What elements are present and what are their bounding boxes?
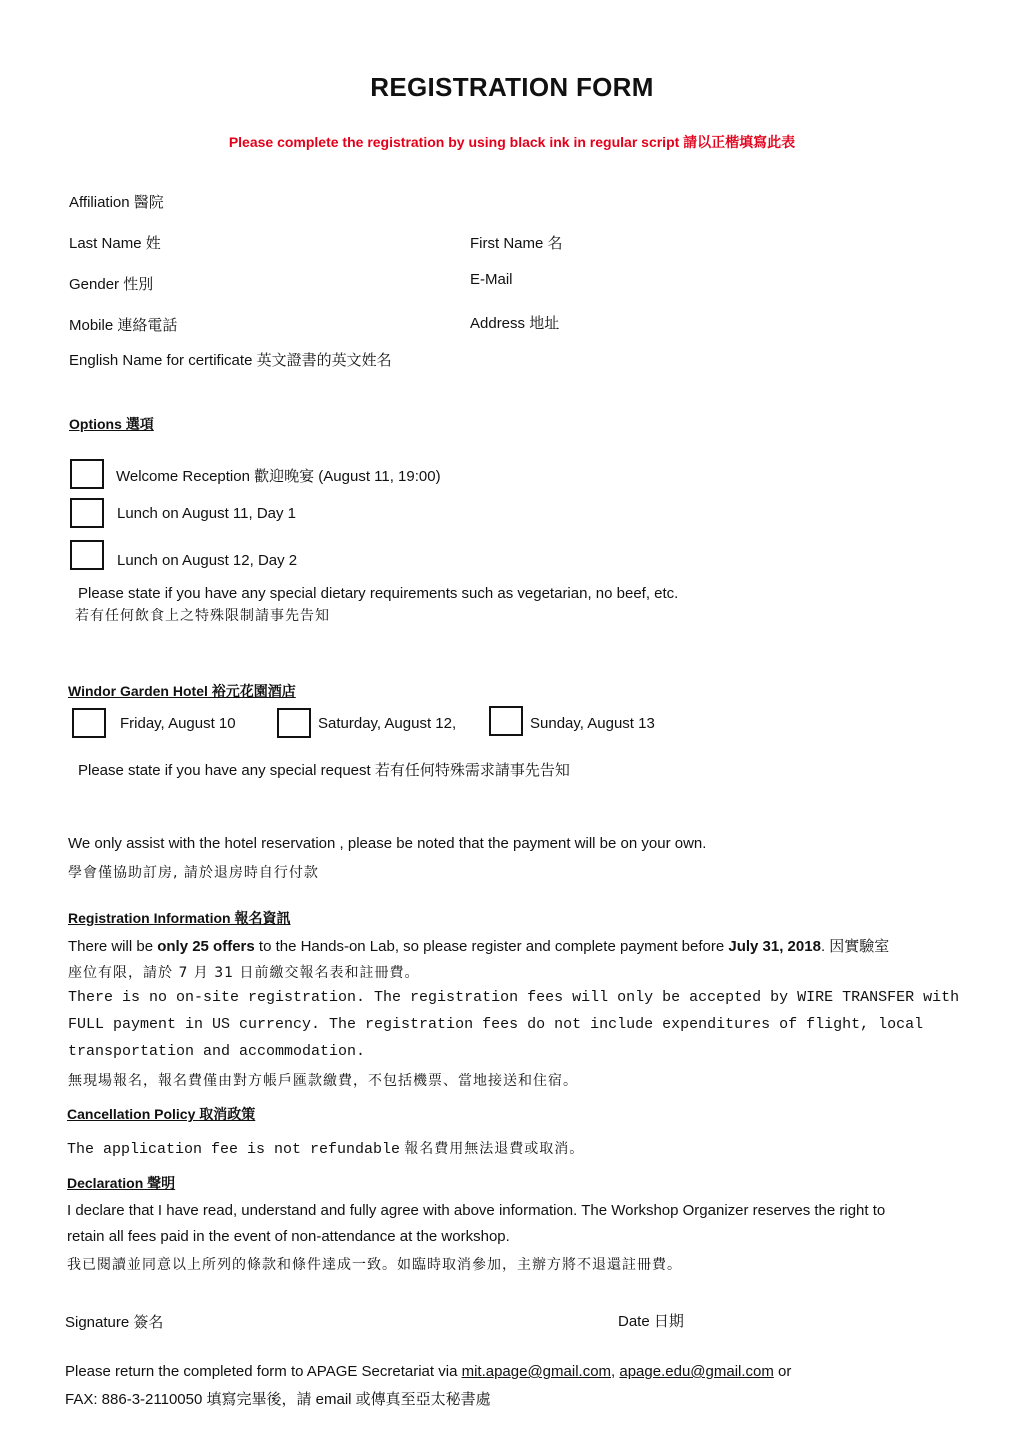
footer-line2: FAX: 886-3-2110050 填寫完畢後，請 email 或傳真至亞太秘書處 <box>65 1391 491 1408</box>
registration-heading: Registration Information 報名資訊 <box>68 910 291 926</box>
registration-mono3: transportation and accommodation. <box>68 1043 366 1060</box>
secretariat-email-link-2[interactable]: apage.edu@gmail.com <box>619 1363 774 1380</box>
page-title: REGISTRATION FORM <box>370 72 654 102</box>
sunday-label: Sunday, August 13 <box>530 715 655 732</box>
declaration-zh: 我已閱讀並同意以上所列的條款和條件達成一致。如臨時取消參加，主辦方將不退還註冊費。 <box>67 1257 682 1273</box>
secretariat-email-link-1[interactable]: mit.apage@gmail.com <box>461 1363 612 1380</box>
last-name-label: Last Name 姓 <box>69 235 161 252</box>
registration-line1: There will be only 25 offers to the Hands-on Lab, so please register and complete payment before July 31, 2018. 因實驗室 <box>68 938 890 955</box>
english-name-label: English Name for certificate 英文證書的英文姓名 <box>69 352 392 369</box>
cancellation-text: The application fee is not refundable 報名費用無法退費或取消。 <box>67 1141 585 1158</box>
welcome-reception-checkbox[interactable] <box>70 459 104 489</box>
affiliation-label: Affiliation 醫院 <box>69 194 164 211</box>
gender-label: Gender 性別 <box>69 276 154 293</box>
registration-mono1: There is no on-site registration. The registration fees will only be accepted by WIRE TRANSFER with <box>68 989 960 1006</box>
lunch-day1-checkbox[interactable] <box>70 498 104 528</box>
hotel-heading: Windor Garden Hotel 裕元花園酒店 <box>68 683 296 699</box>
registration-line2: 座位有限，請於 7 月 31 日前繳交報名表和註冊費。 <box>68 965 420 981</box>
registration-zh: 無現場報名，報名費僅由對方帳戶匯款繳費，不包括機票、當地接送和住宿。 <box>68 1073 578 1089</box>
options-heading: Options 選項 <box>69 416 154 432</box>
address-label: Address 地址 <box>470 315 560 332</box>
lunch-day1-label: Lunch on August 11, Day 1 <box>117 505 297 522</box>
hotel-request-note: Please state if you have any special request 若有任何特殊需求請事先告知 <box>78 762 570 779</box>
welcome-reception-label: Welcome Reception 歡迎晚宴 (August 11, 19:00) <box>116 468 441 485</box>
hotel-payment-note: We only assist with the hotel reservation , please be noted that the payment will be on your own. <box>68 835 707 852</box>
cancellation-heading: Cancellation Policy 取消政策 <box>67 1106 256 1122</box>
friday-label: Friday, August 10 <box>120 715 236 732</box>
saturday-label: Saturday, August 12, <box>318 715 457 732</box>
dietary-note: Please state if you have any special dietary requirements such as vegetarian, no beef, etc. <box>78 585 679 602</box>
declaration-line1: I declare that I have read, understand and fully agree with above information. The Workshop Organizer reserves the right to <box>67 1202 886 1219</box>
footer-line1: Please return the completed form to APAGE Secretariat via mit.apage@gmail.com, apage.edu@gmail.com or <box>65 1363 792 1380</box>
first-name-label: First Name 名 <box>470 235 563 252</box>
lunch-day2-checkbox[interactable] <box>70 540 104 570</box>
registration-mono2: FULL payment in US currency. The registration fees do not include expenditures of flight, local <box>68 1016 924 1033</box>
date-label: Date 日期 <box>618 1313 684 1330</box>
hotel-payment-note-zh: 學會僅協助訂房, 請於退房時自行付款 <box>68 865 319 881</box>
declaration-line2: retain all fees paid in the event of non-attendance at the workshop. <box>67 1228 510 1245</box>
sunday-checkbox[interactable] <box>489 706 523 736</box>
saturday-checkbox[interactable] <box>277 708 311 738</box>
lunch-day2-label: Lunch on August 12, Day 2 <box>117 552 298 569</box>
friday-checkbox[interactable] <box>72 708 106 738</box>
email-label: E-Mail <box>470 271 513 288</box>
ink-notice: Please complete the registration by using black ink in regular script 請以正楷填寫此表 <box>228 134 796 150</box>
mobile-label: Mobile 連絡電話 <box>69 317 178 334</box>
declaration-heading: Declaration 聲明 <box>67 1175 176 1191</box>
dietary-note-zh: 若有任何飲食上之特殊限制請事先告知 <box>75 608 330 624</box>
signature-label: Signature 簽名 <box>65 1314 164 1331</box>
